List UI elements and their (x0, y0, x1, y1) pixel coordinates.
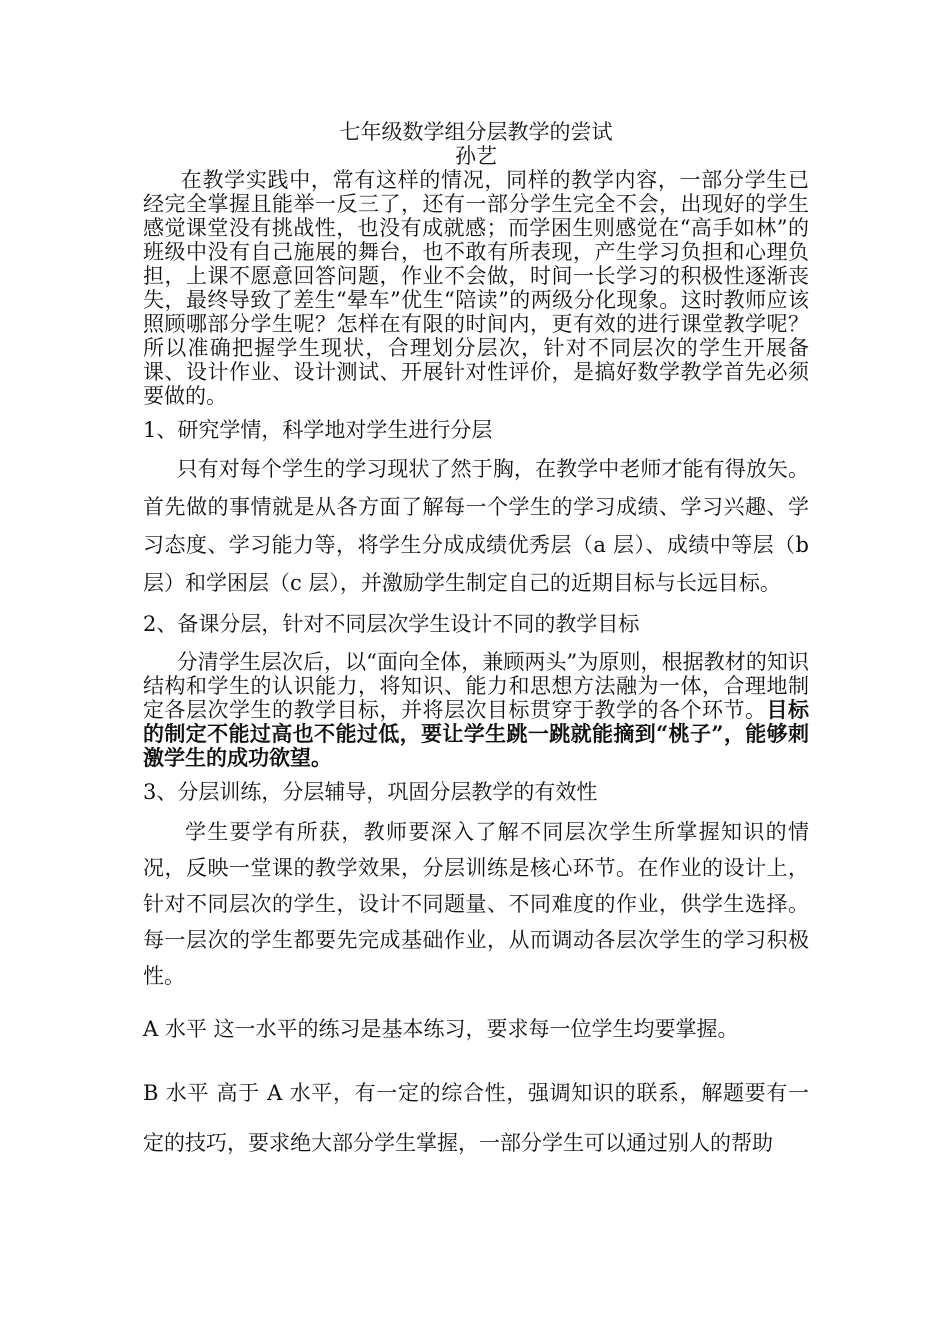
level-a-paragraph: A 水平 这一水平的练习是基本练习，要求每一位学生均要掌握。 (143, 1017, 739, 1041)
section-2-heading: 2、备课分层，针对不同层次学生设计不同的教学目标 (143, 612, 640, 636)
section-3-heading: 3、分层训练，分层辅导，巩固分层教学的有效性 (143, 780, 598, 804)
document-body (143, 120, 809, 1168)
document-title: 七年级数学组分层教学的尝试 (339, 120, 613, 144)
intro-paragraph: 在教学实践中，常有这样的情况，同样的教学内容，一部分学生已经完全掌握且能举一反三了，还有一部分学生完全不会，出现好的学生感觉课堂没有挑战性，也没有成就感；而学困生则感觉在“高手如林”的班级中没有自己施展的舞台，也不敢有所表现，产生学习负担和心理负担，上课不愿意回答问题，作业不会做，时间一长学习的积极性逐渐丧失，最终导致了差生“晕车”优生“陪读”的两级分化现象。这时教师应该照顾哪部分学生呢？怎样在有限的时间内，更有效的进行课堂教学呢？所以准确把握学生现状，合理划分层次，针对不同层次的学生开展备课、设计作业、设计测试、开展针对性评价，是搞好数学教学首先必须要做的。 (143, 168, 809, 408)
section-2-body (143, 650, 809, 770)
section-3-body: 学生要学有所获，教师要深入了解不同层次学生所掌握知识的情况，反映一堂课的教学效果，分层训练是核心环节。在作业的设计上，针对不同层次的学生，设计不同题量、不同难度的作业，供学生选择。每一层次的学生都要先完成基础作业，从而调动各层次学生的学习积极性。 (143, 820, 809, 988)
section-1-body: 只有对每个学生的学习现状了然于胸，在教学中老师才能有得放矢。首先做的事情就是从各方面了解每一个学生的学习成绩、学习兴趣、学习态度、学习能力等，将学生分成成绩优秀层（a 层）、成绩中等层（b 层）和学困层（c 层），并激励学生制定自己的近期目标与长远目标。 (143, 457, 809, 595)
level-b-paragraph: B 水平 高于 A 水平，有一定的综合性，强调知识的联系，解题要有一定的技巧，要求绝大部分学生掌握，一部分学生可以通过别人的帮助 (143, 1081, 809, 1155)
document-author: 孙艺 (455, 144, 497, 168)
section-2-text: 分清学生层次后，以“面向全体，兼顾两头”为原则，根据教材的知识结构和学生的认识能力，将知识、能力和思想方法融为一体，合理地制定各层次学生的教学目标，并将层次目标贯穿于教学的各个环节。 (143, 650, 809, 722)
section-2-bold-text: 目标的制定不能过高也不能过低，要让学生跳一跳就能摘到“桃子”，能够刺激学生的成功欲望。 (143, 697, 809, 770)
section-1-heading: 1、研究学情，科学地对学生进行分层 (143, 418, 493, 442)
